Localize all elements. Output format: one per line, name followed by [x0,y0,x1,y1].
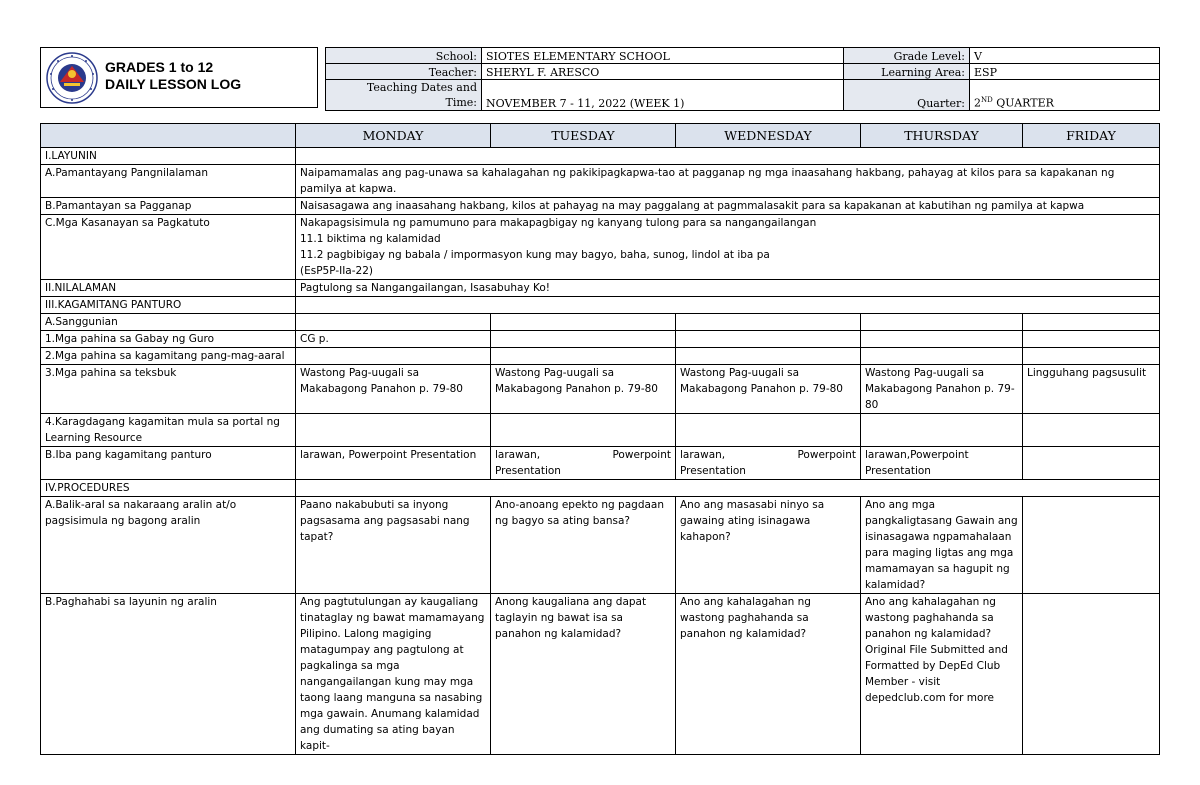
deped-seal-icon [46,52,98,104]
lesson-log-table [40,123,1160,755]
iba-tuesday-line2: Presentation [495,465,561,477]
empty-cell [296,314,491,331]
teksbuk-friday: Lingguhang pagsusulit [1023,365,1160,414]
empty-cell [676,348,861,365]
section-procedures: IV.PROCEDURES [41,480,296,497]
teaching-dates-label-line2: Time: [445,96,477,109]
day-header-wednesday: WEDNESDAY [676,124,861,148]
kasanayan-value: Nakapagsisimula ng pamumuno para makapagbigay ng kanyang tulong para sa nangangailangan 11.1 biktima ng kalamidad 11.2 pagbibigay ng babala / impormasyon kung may bagyo, baha, sunog, lindol at iba pa (EsP5P-IIa-22) [296,215,1160,280]
empty-cell [861,414,1023,447]
paghahabi-wednesday: Ano ang kahalagahan ng wastong paghahanda sa panahon ng kalamidad? [676,594,861,755]
teacher-label: Teacher: [326,64,482,80]
header-info-table [325,47,1160,111]
paghahabi-tuesday: Anong kaugaliana ang dapat taglayin ng bawat isa sa panahon ng kalamidad? [491,594,676,755]
empty-cell [491,414,676,447]
iba-tuesday-line1: larawan, Powerpoint [495,449,671,461]
empty-cell [676,314,861,331]
empty-cell [1023,348,1160,365]
table-row [41,297,1160,314]
school-label: School: [326,48,482,64]
empty-cell [1023,594,1160,755]
quarter-value [970,80,1160,111]
teksbuk-wednesday: Wastong Pag-uugali sa Makabagong Panahon p. 79-80 [676,365,861,414]
table-row [41,280,1160,297]
teaching-dates-label [326,80,482,111]
iba-tuesday [491,447,676,480]
empty-cell [1023,314,1160,331]
iba-thursday: larawan,Powerpoint Presentation [861,447,1023,480]
title-box [40,47,318,108]
header-blank-cell [41,124,296,148]
row-label-iba: B.Iba pang kagamitang panturo [41,447,296,480]
title-line-1: GRADES 1 to 12 [105,59,214,75]
day-header-thursday: THURSDAY [861,124,1023,148]
row-label-kagamitang: 2.Mga pahina sa kagamitang pang-mag-aaral [41,348,296,365]
empty-cell [491,331,676,348]
table-row [41,447,1160,480]
iba-wednesday [676,447,861,480]
empty-cell [296,414,491,447]
page-title [105,59,241,93]
table-row [41,148,1160,165]
pagganap-value: Naisasagawa ang inaasahang hakbang, kilos at pahayag na may paggalang at pagmmalasakit para sa kapakanan at kabutihan ng pamilya at kapwa [296,198,1160,215]
empty-cell [676,331,861,348]
school-value: SIOTES ELEMENTARY SCHOOL [482,48,844,64]
table-row [41,331,1160,348]
row-label-paghahabi: B.Paghahabi sa layunin ng aralin [41,594,296,755]
table-row [41,348,1160,365]
quarter-suffix: ND [981,96,993,105]
table-row [41,497,1160,594]
teksbuk-monday: Wastong Pag-uugali sa Makabagong Panahon p. 79-80 [296,365,491,414]
day-header-row [41,124,1160,148]
table-row [41,314,1160,331]
row-label-teksbuk: 3.Mga pahina sa teksbuk [41,365,296,414]
row-label-pamantayang: A.Pamantayang Pangnilalaman [41,165,296,198]
teacher-value: SHERYL F. ARESCO [482,64,844,80]
quarter-word: QUARTER [992,97,1054,110]
empty-cell [861,348,1023,365]
day-header-tuesday: TUESDAY [491,124,676,148]
empty-cell [296,480,1160,497]
empty-cell [861,314,1023,331]
empty-cell [1023,414,1160,447]
row-label-nilalaman: II.NILALAMAN [41,280,296,297]
iba-wednesday-line1: larawan, Powerpoint [680,449,856,461]
quarter-number: 2 [974,97,981,110]
row-label-sanggunian: A.Sanggunian [41,314,296,331]
title-line-2: DAILY LESSON LOG [105,76,242,92]
empty-cell [1023,331,1160,348]
table-row [41,414,1160,447]
iba-wednesday-line2: Presentation [680,465,746,477]
grade-level-value: V [970,48,1160,64]
nilalaman-value: Pagtulong sa Nangangailangan, Isasabuhay Ko! [296,280,1160,297]
table-row [41,165,1160,198]
pamantayang-value: Naipamamalas ang pag-unawa sa kahalagahan ng pakikipagkapwa-tao at pagganap ng mga inaasahang hakbang, pahayag at kilos para sa kapakanan ng pamilya at kapwa. [296,165,1160,198]
quarter-label: Quarter: [844,80,970,111]
table-row [41,215,1160,280]
teksbuk-tuesday: Wastong Pag-uugali sa Makabagong Panahon p. 79-80 [491,365,676,414]
paghahabi-thursday: Ano ang kahalagahan ng wastong paghahanda sa panahon ng kalamidad? Original File Submitted and Formatted by DepEd Club Member - visit depedclub.com for more [861,594,1023,755]
empty-cell [296,148,1160,165]
empty-cell [1023,497,1160,594]
table-row [41,365,1160,414]
teaching-dates-label-line1: Teaching Dates and [366,81,477,94]
table-row [41,480,1160,497]
paghahabi-monday: Ang pagtutulungan ay kaugaliang tinataglay ng bawat mamamayang Pilipino. Lalong magiging matagumpay ang pagtulong at pagkalinga sa mga nangangailangan kung may mga taong laang manguna sa nasabing mga gawain. Anumang kalamidad ang dumating sa ating bayan kapit- [296,594,491,755]
learning-area-value: ESP [970,64,1160,80]
empty-cell [296,297,1160,314]
empty-cell [491,348,676,365]
empty-cell [491,314,676,331]
row-label-pagganap: B.Pamantayan sa Pagganap [41,198,296,215]
day-header-friday: FRIDAY [1023,124,1160,148]
day-header-monday: MONDAY [296,124,491,148]
iba-monday: larawan, Powerpoint Presentation [296,447,491,480]
balik-tuesday: Ano-anoang epekto ng pagdaan ng bagyo sa ating bansa? [491,497,676,594]
row-label-gabay: 1.Mga pahina sa Gabay ng Guro [41,331,296,348]
empty-cell [1023,447,1160,480]
section-layunin: I.LAYUNIN [41,148,296,165]
row-label-balik-aral: A.Balik-aral sa nakaraang aralin at/o pagsisimula ng bagong aralin [41,497,296,594]
empty-cell [861,331,1023,348]
teaching-dates-value: NOVEMBER 7 - 11, 2022 (WEEK 1) [482,80,844,111]
empty-cell [296,348,491,365]
table-row [41,198,1160,215]
row-label-kasanayan: C.Mga Kasanayan sa Pagkatuto [41,215,296,280]
section-kagamitan: III.KAGAMITANG PANTURO [41,297,296,314]
balik-monday: Paano nakabubuti sa inyong pagsasama ang pagsasabi nang tapat? [296,497,491,594]
empty-cell [676,414,861,447]
row-label-portal: 4.Karagdagang kagamitan mula sa portal ng Learning Resource [41,414,296,447]
balik-wednesday: Ano ang masasabi ninyo sa gawaing ating isinagawa kahapon? [676,497,861,594]
teksbuk-thursday: Wastong Pag-uugali sa Makabagong Panahon p. 79-80 [861,365,1023,414]
grade-level-label: Grade Level: [844,48,970,64]
learning-area-label: Learning Area: [844,64,970,80]
table-row [41,594,1160,755]
gabay-monday: CG p. [296,331,491,348]
balik-thursday: Ano ang mga pangkaligtasang Gawain ang isinasagawa ngpamahalaan para maging ligtas ang mga mamamayan sa hagupit ng kalamidad? [861,497,1023,594]
